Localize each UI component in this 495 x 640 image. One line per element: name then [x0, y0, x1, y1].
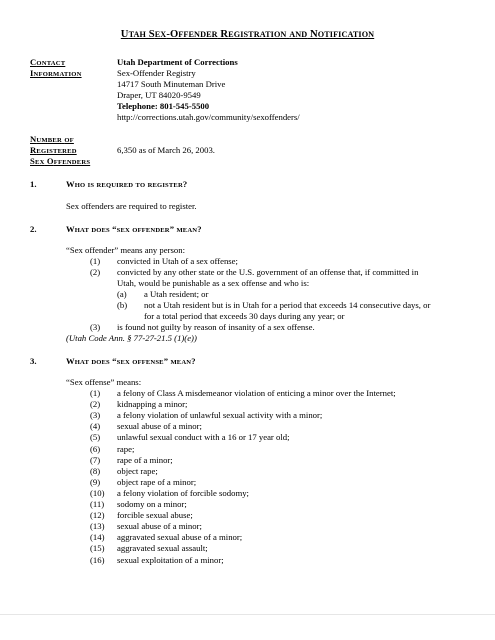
q3-item-number: (8) [90, 466, 101, 476]
q1-number: 1. [30, 179, 37, 189]
q3-item-text: sexual abuse of a minor; [117, 521, 202, 531]
q3-item-text: unlawful sexual conduct with a 16 or 17 year old; [117, 432, 290, 442]
contact-url[interactable]: http://corrections.utah.gov/community/sexoffenders/ [117, 112, 300, 122]
q3-item-number: (1) [90, 388, 101, 398]
q3-item-number: (4) [90, 421, 101, 431]
q2-item-number: (a) [117, 289, 127, 299]
q2-item-number: (1) [90, 256, 101, 266]
q3-item-text: sexual abuse of a minor; [117, 421, 202, 431]
q3-heading: WHAT DOES “SEX OFFENSE” MEAN? [66, 356, 196, 366]
page-bottom-edge [0, 614, 495, 615]
q3-item-text: object rape of a minor; [117, 477, 197, 487]
q2-item-text: a Utah resident; or [144, 289, 209, 299]
q2-item-text: Utah, would be punishable as a sex offense and who is: [117, 278, 310, 288]
contact-line2: 14717 South Minuteman Drive [117, 79, 226, 89]
q2-item-text: is found not guilty by reason of insanity of a sex offense. [117, 322, 315, 332]
page-title: UTAH SEX-OFFENDER REGISTRATION AND NOTIFICATION [120, 29, 375, 40]
q2-item-text: convicted in Utah of a sex offense; [117, 256, 238, 266]
q3-item-text: sodomy on a minor; [117, 499, 187, 509]
q3-item-text: rape of a minor; [117, 455, 173, 465]
q3-item-number: (7) [90, 455, 101, 465]
q3-item-text: a felony of Class A misdemeanor violation of enticing a minor over the Internet; [117, 388, 396, 398]
q3-item-text: a felony violation of forcible sodomy; [117, 488, 249, 498]
registered-value: 6,350 as of March 26, 2003. [117, 145, 215, 155]
q3-item-number: (15) [90, 543, 105, 553]
registered-label-line3: SEX OFFENDERS [30, 156, 91, 166]
q3-item-number: (10) [90, 488, 105, 498]
contact-org: Utah Department of Corrections [117, 57, 238, 67]
q3-item-number: (14) [90, 532, 105, 542]
q3-item-text: rape; [117, 444, 135, 454]
q2-number: 2. [30, 224, 37, 234]
q3-item-text: sexual exploitation of a minor; [117, 555, 224, 565]
q3-item-text: a felony violation of unlawful sexual activity with a minor; [117, 410, 323, 420]
q2-item-number: (b) [117, 300, 128, 310]
q3-item-number: (13) [90, 521, 105, 531]
q2-item-number: (3) [90, 322, 101, 332]
contact-line3: Draper, UT 84020-9549 [117, 90, 201, 100]
q3-item-number: (16) [90, 555, 105, 565]
q3-item-number: (3) [90, 410, 101, 420]
q1-heading: WHO IS REQUIRED TO REGISTER? [66, 179, 188, 189]
q3-intro: “Sex offense” means: [66, 377, 142, 387]
q3-item-number: (6) [90, 444, 101, 454]
q3-item-text: aggravated sexual abuse of a minor; [117, 532, 243, 542]
registered-label-line2: REGISTERED [30, 145, 77, 155]
q2-heading: WHAT DOES “SEX OFFENDER” MEAN? [66, 224, 202, 234]
contact-label-line2: INFORMATION [30, 68, 82, 78]
contact-line1: Sex-Offender Registry [117, 68, 196, 78]
q2-item-text: for a total period that exceeds 30 days during any year; or [144, 311, 345, 321]
q1-answer: Sex offenders are required to register. [66, 201, 197, 211]
q2-item-number: (2) [90, 267, 101, 277]
q2-item-text: convicted by any other state or the U.S. government of an offense that, if committed in [117, 267, 419, 277]
q2-intro: “Sex offender” means any person: [66, 245, 186, 255]
q2-item-text: not a Utah resident but is in Utah for a period that exceeds 14 consecutive days, or [144, 300, 431, 310]
contact-label-line1: CONTACT [30, 57, 66, 67]
q3-item-text: kidnapping a minor; [117, 399, 188, 409]
q3-item-text: aggravated sexual assault; [117, 543, 208, 553]
q2-citation: (Utah Code Ann. § 77-27-21.5 (1)(e)) [66, 333, 197, 343]
registered-label-line1: NUMBER OF [30, 134, 74, 144]
q3-item-number: (5) [90, 432, 101, 442]
q3-item-text: forcible sexual abuse; [117, 510, 193, 520]
contact-phone: Telephone: 801-545-5500 [117, 101, 210, 111]
q3-item-text: object rape; [117, 466, 158, 476]
q3-item-number: (12) [90, 510, 105, 520]
q3-number: 3. [30, 356, 37, 366]
q3-item-number: (11) [90, 499, 105, 509]
q3-item-number: (2) [90, 399, 101, 409]
q3-item-number: (9) [90, 477, 101, 487]
